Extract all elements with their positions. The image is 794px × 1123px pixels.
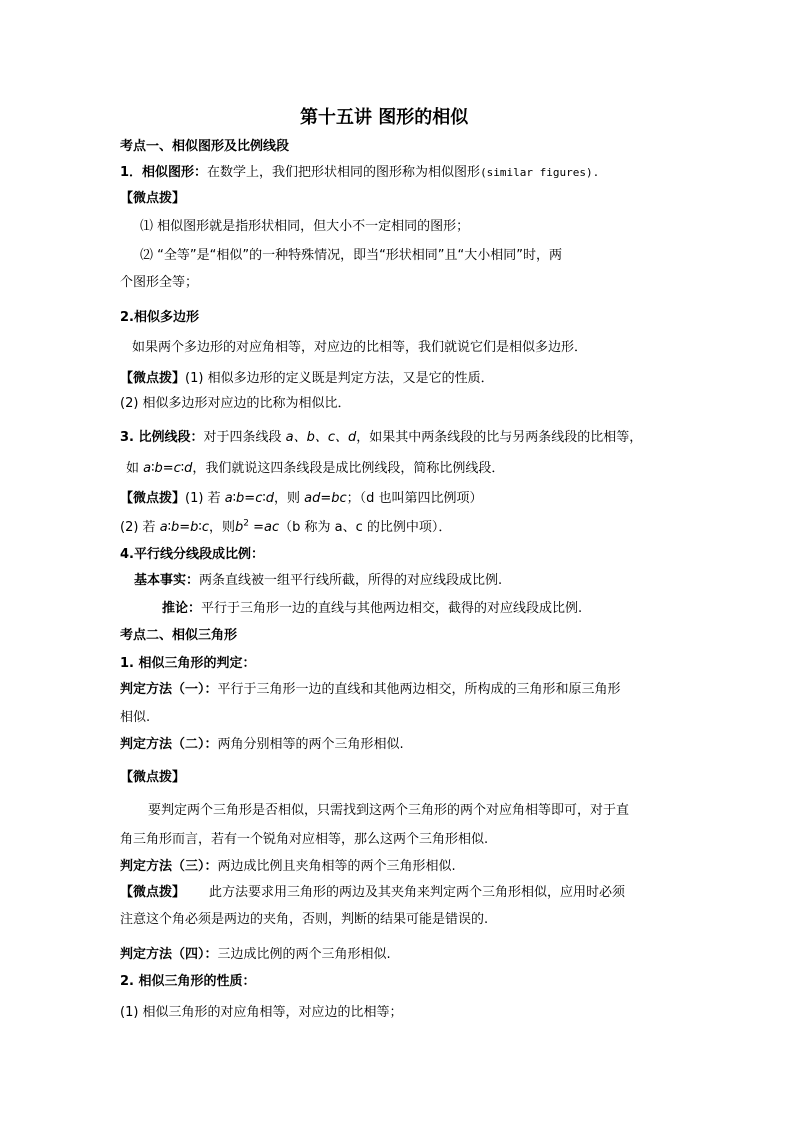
parallel-lines-heading: 4.平行线分线段成比例：: [120, 547, 264, 562]
method-3-label: 判定方法（三）：: [120, 859, 218, 874]
polygons-tip-1: (1) 相似多边形的定义既是判定方法，又是它的性质．: [185, 371, 494, 386]
segments-tip-2d: （b 称为 a、c 的比例中项）．: [279, 520, 452, 535]
segments-tip-2b: ，则: [208, 520, 235, 535]
similar-figures-paragraph: [120, 164, 599, 182]
method-1-label: 判定方法（一）：: [120, 682, 218, 697]
property-item-1: (1) 相似三角形的对应角相等，对应边的比相等；: [120, 1005, 403, 1020]
segments-tip-1c: ；（d 也叫第四比例项）: [346, 491, 483, 506]
method-4-label: 判定方法（四）：: [120, 947, 218, 962]
proportional-text-1: 对于四条线段: [203, 430, 286, 445]
proportional-segments-label: 3. 比例线段：: [120, 430, 204, 445]
corollary-text: 平行于三角形一边的直线与其他两边相交，截得的对应线段成比例.: [201, 601, 583, 616]
method-1: [120, 681, 621, 699]
method-2: [120, 736, 404, 754]
polygons-tip-2: (2) 相似多边形对应边的比称为相似比．: [120, 396, 351, 411]
method-3-text: 两边成比例且夹角相等的两个三角形相似.: [217, 859, 456, 874]
proportional-text-2: ，如果其中两条线段的比与另两条线段的比相等，: [356, 430, 643, 445]
tip-item-1: ⑴ 相似图形就是指形状相同，但大小不一定相同的图形；: [140, 219, 470, 234]
segments-tip-2a: (2) 若: [120, 520, 160, 535]
proportional-example: [126, 460, 504, 478]
similar-polygons-text: 如果两个多边形的对应角相等，对应边的比相等，我们就说它们是相似多边形．: [132, 340, 588, 355]
basic-fact-label: 基本事实：: [134, 573, 200, 588]
proportional-ratio: a∶b=c∶d: [143, 461, 193, 476]
segments-tip-1b: ，则: [273, 491, 305, 506]
segments-tip-1: [120, 490, 483, 508]
triangle-properties-heading: 2. 相似三角形的性质：: [120, 974, 256, 989]
section-heading-1: 考点一、相似图形及比例线段: [120, 139, 290, 154]
method-4: [120, 946, 391, 964]
similar-figures-text: 在数学上，我们把形状相同的图形称为相似图形: [207, 165, 481, 180]
triangle-criteria-heading: 1. 相似三角形的判定：: [120, 656, 256, 671]
method-3-tip: [120, 884, 625, 902]
proportional-example-a: 如: [126, 461, 144, 476]
basic-fact: [134, 572, 502, 590]
basic-fact-text: 两条直线被一组平行线所截，所得的对应线段成比例.: [199, 573, 503, 588]
method-3-tip-text-1: 此方法要求用三角形的两边及其夹角来判定两个三角形相似，应用时必须: [209, 885, 626, 900]
segments-tip-1a: (1) 若: [185, 491, 225, 506]
tip-2-text-2: 角三角形而言，若有一个锐角对应相等，那么这两个三角形相似.: [120, 832, 489, 847]
polygons-tip-label: 【微点拨】: [120, 371, 186, 386]
proportional-segments-paragraph: [120, 429, 642, 447]
method-3-tip-label: 【微点拨】: [120, 885, 186, 900]
segments-tip-2: [120, 519, 451, 537]
method-1-cont: 相似.: [120, 710, 151, 725]
similar-polygons-heading: 2.相似多边形: [120, 310, 199, 325]
method-2-label: 判定方法（二）：: [120, 737, 218, 752]
proportional-vars: a、b、c、d: [285, 430, 357, 445]
method-4-text: 三边成比例的两个三角形相似.: [217, 947, 391, 962]
similar-figures-english: (similar figures).: [480, 166, 600, 179]
method-2-text: 两角分别相等的两个三角形相似.: [217, 737, 404, 752]
tip-heading: 【微点拨】: [120, 191, 186, 206]
proportional-example-b: ，我们就说这四条线段是成比例线段，简称比例线段．: [192, 461, 505, 476]
polygons-tip: [120, 370, 494, 388]
tip-heading-2: 【微点拨】: [120, 770, 186, 785]
segments-tip-2-sup: 2: [243, 518, 249, 529]
segments-tip-2-ratio: a∶b=b∶c: [159, 520, 209, 535]
segments-tip-1-ratio: a∶b=c∶d: [224, 491, 274, 506]
similar-figures-label: 1．相似图形：: [120, 165, 208, 180]
segments-tip-2c: =: [248, 520, 265, 535]
page-title: 第十五讲 图形的相似: [300, 107, 469, 128]
tip-2-text-1: 要判定两个三角形是否相似，只需找到这两个三角形的两个对应角相等即可，对于直: [148, 803, 630, 818]
tip-item-2: ⑵ “全等”是“相似”的一种特殊情况，即当“形状相同”且“大小相同”时，两: [140, 248, 563, 263]
method-3: [120, 858, 456, 876]
segments-tip-2-ac: ac: [264, 520, 280, 535]
tip-item-2-cont: 个图形全等；: [120, 275, 199, 290]
method-1-text: 平行于三角形一边的直线和其他两边相交，所构成的三角形和原三角形: [217, 682, 621, 697]
segments-tip-2-b: b: [234, 520, 244, 535]
method-3-tip-text-2: 注意这个角必须是两边的夹角，否则，判断的结果可能是错误的.: [120, 912, 489, 927]
corollary: [162, 600, 582, 618]
segments-tip-label: 【微点拨】: [120, 491, 186, 506]
corollary-label: 推论：: [162, 601, 202, 616]
segments-tip-1-eq: ad=bc: [304, 491, 347, 506]
section-heading-2: 考点二、相似三角形: [120, 628, 238, 643]
